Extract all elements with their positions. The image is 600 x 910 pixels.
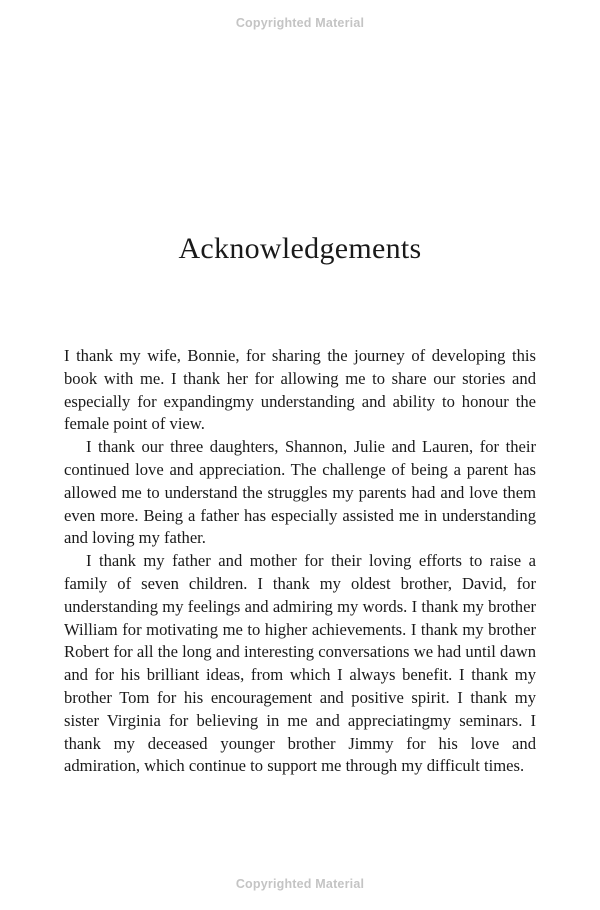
watermark-top: Copyrighted Material (235, 16, 365, 30)
paragraph-1: I thank my wife, Bonnie, for sharing the journey of developing this book with me. I thank her for allowing me to share our stories and especially for expandingmy understanding and ability to honour the female point of view. (64, 346, 536, 434)
watermark-bottom: Copyrighted Material (235, 877, 365, 891)
paragraph-3: I thank my father and mother for their loving efforts to raise a family of seven children. I thank my oldest brother, David, for understanding my feelings and admiring my words. I thank my brother William for motivating me to higher achievements. I thank my brother Robert for all the long and interesting conversations we had until dawn and for his brilliant ideas, from which I always benefit. I thank my brother Tom for his encouragement and positive spirit. I thank my sister Virginia for believing in me and appreciatingmy seminars. I thank my deceased younger brother Jimmy for his love and admiration, which continue to support me through my difficult times. (64, 551, 536, 776)
page-title: Acknowledgements (178, 232, 422, 265)
paragraph-2: I thank our three daughters, Shannon, Julie and Lauren, for their continued love and appreciation. The challenge of being a parent has allowed me to understand the struggles my parents had and love them even more. Being a father has especially assisted me in understanding and loving my father. (64, 437, 536, 548)
acknowledgements-body (64, 345, 536, 778)
